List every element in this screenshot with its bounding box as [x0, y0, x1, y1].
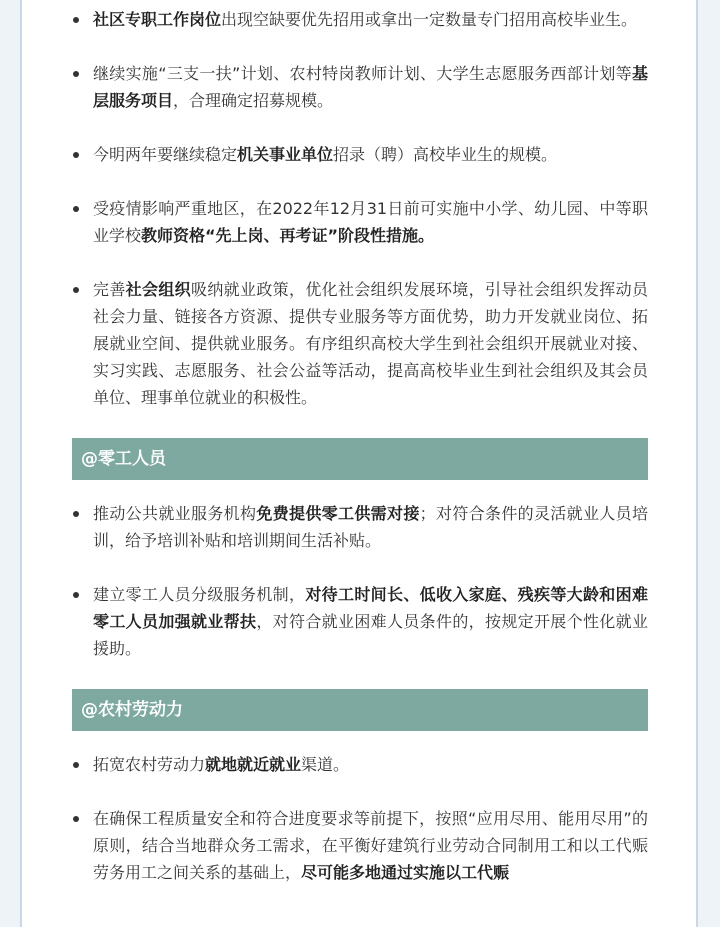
section-heading-rural-labor: @农村劳动力	[72, 689, 648, 731]
text: 推动公共就业服务机构	[93, 504, 257, 523]
text: 建立零工人员分级服务机制，	[93, 585, 306, 604]
bold-text: 就地就近就业	[205, 755, 302, 774]
text: ；对符合条件的灵活就业人员培训，给予培训补贴和培训期间生活补贴。	[93, 504, 648, 550]
text: 受疫情影响严重地区，在2022年12月31日前可实施中小学、幼儿园、中等职业学校	[93, 199, 648, 245]
text: 出现空缺要优先招用或拿出一定数量专门招用高校毕业生。	[221, 10, 638, 29]
list-item	[72, 276, 648, 411]
list-item	[72, 60, 648, 114]
article-frame	[20, 0, 698, 927]
list-item	[72, 141, 648, 168]
bold-text: 对待工时间长、低收入家庭、残疾等大龄和困难零工人员加强就业帮扶	[93, 585, 648, 631]
bullet-list-graduates	[72, 6, 648, 411]
text: 在确保工程质量安全和符合进度要求等前提下，按照“应用尽用、能用尽用”的原则，结合当地群众务工需求，在平衡好建筑行业劳动合同制用工和以工代赈劳务用工之间关系的基础上，	[93, 809, 648, 882]
bold-text: 教师资格“先上岗、再考证”阶段性措施。	[141, 226, 435, 245]
text: 今明两年要继续稳定	[93, 145, 238, 164]
list-item	[72, 500, 648, 554]
bold-text: 基层服务项目	[93, 64, 648, 110]
text: 招录（聘）高校毕业生的规模。	[333, 145, 558, 164]
article-content	[72, 0, 648, 886]
list-item	[72, 195, 648, 249]
list-item	[72, 6, 648, 33]
text: ，对符合就业困难人员条件的，按规定开展个性化就业援助。	[93, 612, 648, 658]
text: 继续实施“三支一扶”计划、农村特岗教师计划、大学生志愿服务西部计划等	[93, 64, 632, 83]
bullet-list-gig-workers	[72, 500, 648, 662]
bold-text: 机关事业单位	[237, 145, 334, 164]
bold-text: 免费提供零工供需对接	[256, 504, 420, 523]
section-heading-gig-workers: @零工人员	[72, 438, 648, 480]
text: 完善	[93, 280, 126, 299]
text: 渠道。	[301, 755, 350, 774]
list-item	[72, 581, 648, 662]
list-item	[72, 751, 648, 778]
bold-text: 尽可能多地通过实施以工代赈	[301, 863, 510, 882]
list-item	[72, 805, 648, 886]
text: 吸纳就业政策，优化社会组织发展环境，引导社会组织发挥动员社会力量、链接各方资源、提供专业服务等方面优势，助力开发就业岗位、拓展就业空间、提供就业服务。有序组织高校大学生到社会组织开展就业对接、实习实践、志愿服务、社会公益等活动，提高高校毕业生到社会组织及其会员单位、理事单位就业的积极性。	[93, 280, 648, 407]
bullet-list-rural-labor	[72, 751, 648, 886]
bold-text: 社区专职工作岗位	[93, 10, 222, 29]
bold-text: 社会组织	[125, 280, 191, 299]
text: 拓宽农村劳动力	[93, 755, 206, 774]
text: ，合理确定招募规模。	[173, 91, 334, 110]
